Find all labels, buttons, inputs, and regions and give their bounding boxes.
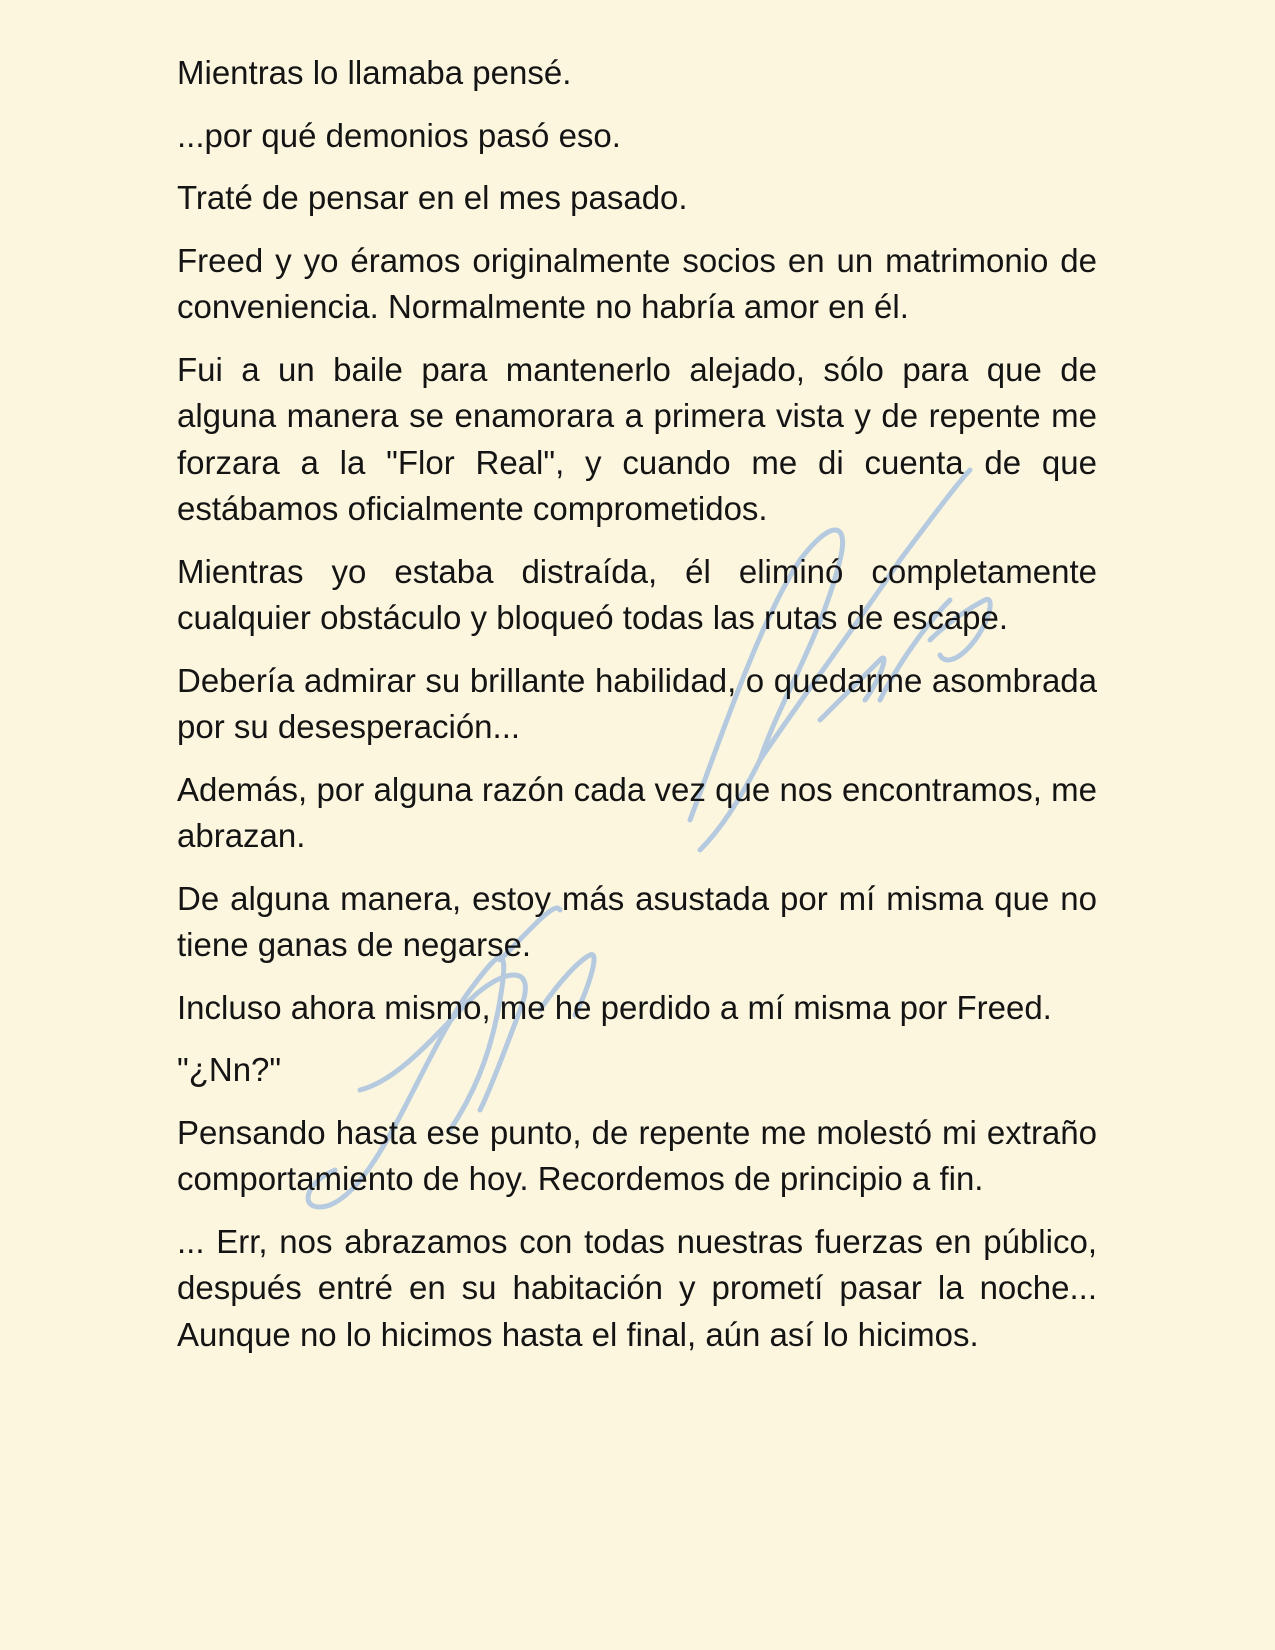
paragraph: Incluso ahora mismo, me he perdido a mí misma por Freed. xyxy=(177,988,1052,1026)
paragraph: Fui a un baile para mantenerlo alejado, sólo para que de alguna manera se enamorara a primera vista y de repente me forzara a la "Flor Real", y cuando me di cuenta de que estábamos oficialmente comprometidos. xyxy=(177,350,1097,527)
paragraph: ... Err, nos abrazamos con todas nuestras fuerzas en público, después entré en su habitación y prometí pasar la noche... Aunque no lo hicimos hasta el final, aún así lo hicimos. xyxy=(177,1222,1097,1353)
paragraph: De alguna manera, estoy más asustada por mí misma que no tiene ganas de negarse. xyxy=(177,879,1097,963)
paragraph: Mientras lo llamaba pensé. xyxy=(177,54,572,91)
paragraph: Debería admirar su brillante habilidad, o quedarme asombrada por su desesperación... xyxy=(177,661,1097,745)
paragraph: Mientras yo estaba distraída, él eliminó completamente cualquier obstáculo y bloqueó todas las rutas de escape. xyxy=(177,552,1097,636)
paragraph: Pensando hasta ese punto, de repente me molestó mi extraño comportamiento de hoy. Recordemos de principio a fin. xyxy=(177,1113,1097,1197)
paragraph: Freed y yo éramos originalmente socios en un matrimonio de conveniencia. Normalmente no habría amor en él. xyxy=(177,241,1097,325)
document-body xyxy=(177,50,1097,1374)
paragraph: Traté de pensar en el mes pasado. xyxy=(177,179,688,216)
paragraph: Además, por alguna razón cada vez que nos encontramos, me abrazan. xyxy=(177,770,1097,854)
paragraph: "¿Nn?" xyxy=(177,1051,282,1088)
paragraph: ...por qué demonios pasó eso. xyxy=(177,116,621,154)
